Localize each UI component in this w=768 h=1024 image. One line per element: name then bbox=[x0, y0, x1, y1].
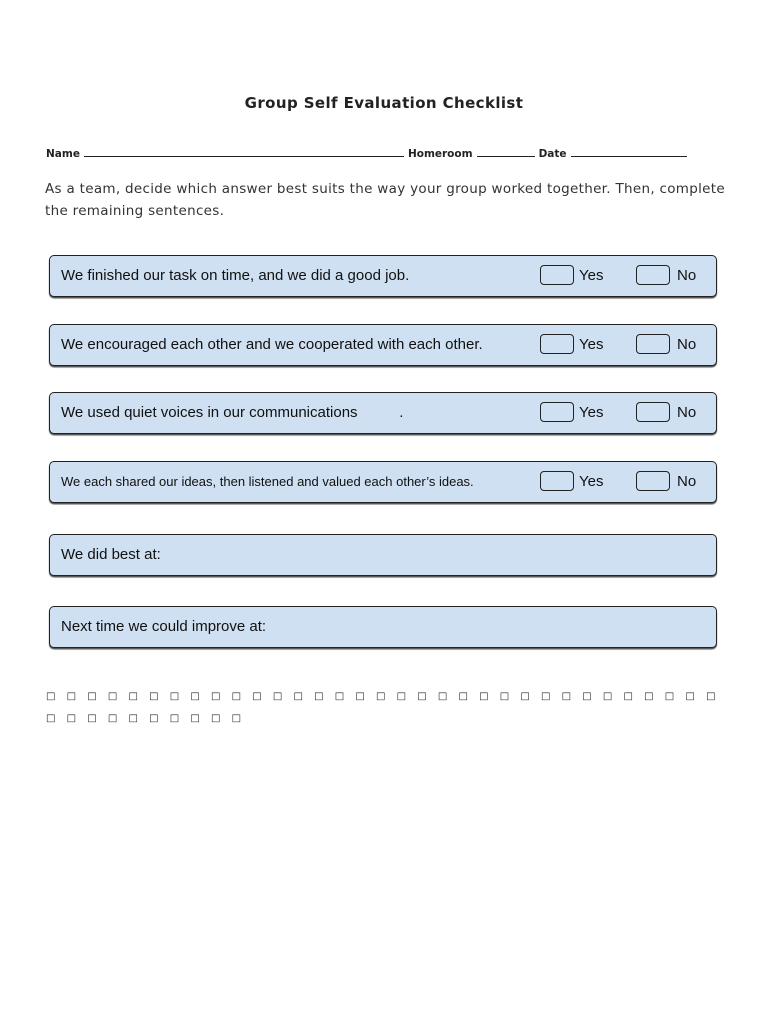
yes-label: Yes bbox=[579, 473, 604, 490]
name-field[interactable] bbox=[84, 145, 404, 157]
placeholder-boxes: □ □ □ □ □ □ □ □ □ □ □ □ □ □ □ □ □ □ □ □ □ □ □ □ □ □ □ □ □ □ □ □ □ □ □ □ □ □ □ □ □ □ □ bbox=[46, 691, 718, 724]
question-row bbox=[49, 255, 717, 297]
no-checkbox[interactable] bbox=[636, 265, 670, 285]
question-text: We finished our task on time, and we did a good job. bbox=[61, 267, 410, 284]
yes-checkbox[interactable] bbox=[540, 402, 574, 422]
yes-checkbox[interactable] bbox=[540, 334, 574, 354]
instructions: As a team, decide which answer best suits the way your group worked together. Then, complete the remaining sentences. bbox=[45, 181, 725, 219]
no-label: No bbox=[677, 473, 697, 490]
date-field[interactable] bbox=[571, 145, 687, 157]
name-label: Name bbox=[46, 148, 80, 160]
no-checkbox[interactable] bbox=[636, 334, 670, 354]
yes-label: Yes bbox=[579, 267, 604, 284]
homeroom-label: Homeroom bbox=[407, 148, 473, 160]
date-label: Date bbox=[538, 148, 567, 160]
yes-label: Yes bbox=[579, 404, 604, 421]
yes-checkbox[interactable] bbox=[540, 471, 574, 491]
question-text: We used quiet voices in our communications . bbox=[61, 404, 404, 421]
question-text: We encouraged each other and we cooperated with each other. bbox=[61, 336, 483, 353]
open-response-prompt: We did best at: bbox=[61, 546, 161, 563]
yes-label: Yes bbox=[579, 336, 604, 353]
question-row bbox=[49, 324, 717, 366]
no-checkbox[interactable] bbox=[636, 402, 670, 422]
no-label: No bbox=[677, 336, 697, 353]
yes-checkbox[interactable] bbox=[540, 265, 574, 285]
page-title: Group Self Evaluation Checklist bbox=[244, 94, 524, 112]
no-checkbox[interactable] bbox=[636, 471, 670, 491]
student-info-line bbox=[46, 145, 706, 160]
question-row bbox=[49, 461, 717, 503]
homeroom-field[interactable] bbox=[477, 145, 535, 157]
open-response-prompt: Next time we could improve at: bbox=[61, 618, 267, 635]
question-text: We each shared our ideas, then listened and valued each other’s ideas. bbox=[61, 474, 474, 489]
question-row bbox=[49, 392, 717, 434]
no-label: No bbox=[677, 267, 697, 284]
open-response-row[interactable] bbox=[49, 534, 717, 576]
open-response-row[interactable] bbox=[49, 606, 717, 648]
no-label: No bbox=[677, 404, 697, 421]
